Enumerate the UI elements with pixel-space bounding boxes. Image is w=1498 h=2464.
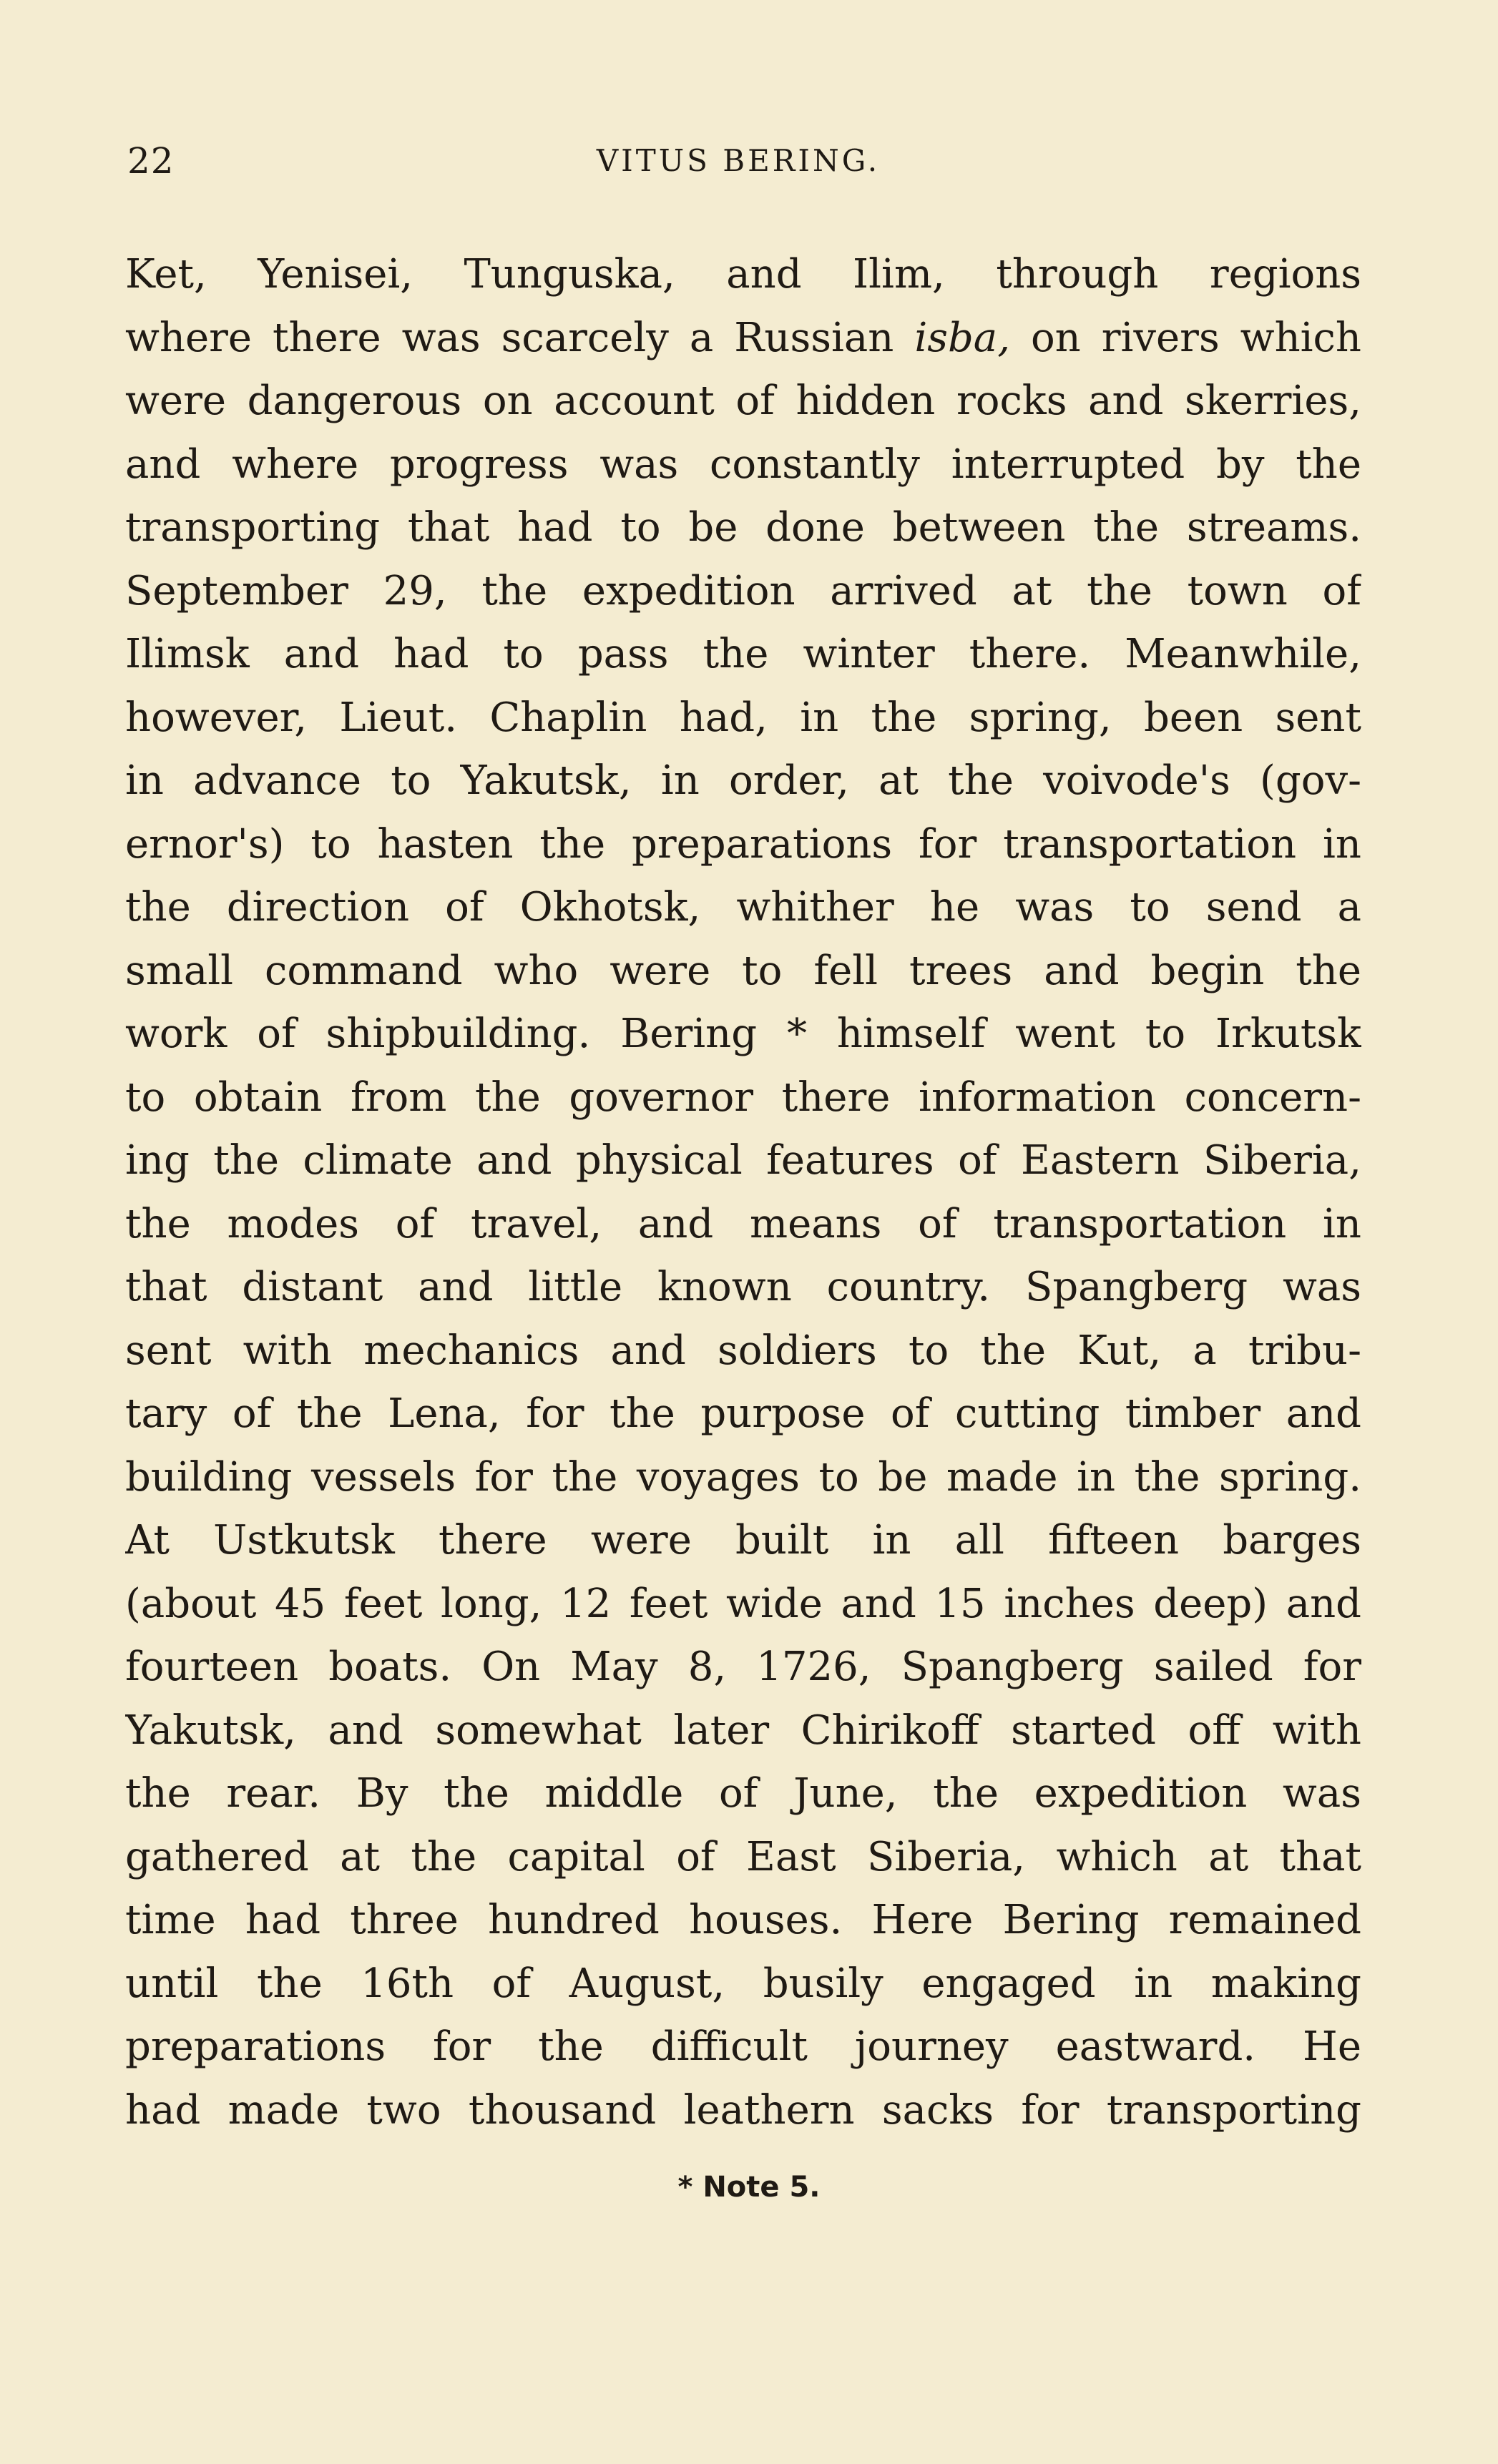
- text-line: ing the climate and physical features of Eastern Siberia,: [125, 1137, 1361, 1184]
- text-line: fourteen boats. On May 8, 1726, Spangberg sailed for: [125, 1644, 1361, 1690]
- text-line: were dangerous on account of hidden rocks and skerries,: [125, 378, 1361, 424]
- text-line: and where progress was constantly interrupted by the: [125, 441, 1361, 488]
- text-line: however, Lieut. Chaplin had, in the spring, been sent: [125, 694, 1361, 741]
- text-line: Yakutsk, and somewhat later Chirikoff started off with: [125, 1707, 1361, 1754]
- text-segment: on rivers which: [1030, 314, 1361, 361]
- text-line: building vessels for the voyages to be made in the spring.: [125, 1453, 1361, 1501]
- text-line: had made two thousand leathern sacks for transporting: [125, 2086, 1361, 2134]
- text-line: (about 45 feet long, 12 feet wide and 15 inches deep) and: [125, 1580, 1361, 1627]
- text-line: Ilimsk and had to pass the winter there. Meanwhile,: [125, 631, 1361, 677]
- text-line: time had three hundred houses. Here Bering remained: [125, 1897, 1361, 1943]
- text-line: the rear. By the middle of June, the expedition was: [125, 1770, 1361, 1817]
- text-line: the modes of travel, and means of transportation in: [125, 1200, 1361, 1247]
- text-line: Ket, Yenisei, Tunguska, and Ilim, through regions: [125, 251, 1361, 298]
- text-line: work of shipbuilding. Bering * himself went to Irkutsk: [125, 1011, 1361, 1057]
- text-line: to obtain from the governor there information concern-: [125, 1074, 1361, 1121]
- page-header: [127, 140, 1349, 190]
- page-number: 22: [127, 140, 175, 182]
- running-head: VITUS BERING.: [596, 143, 881, 178]
- text-line: [125, 307, 1361, 370]
- text-line: tary of the Lena, for the purpose of cutting timber and: [125, 1390, 1361, 1437]
- body-text: [125, 243, 1361, 2142]
- text-line: small command who were to fell trees and begin the: [125, 947, 1361, 994]
- text-line: September 29, the expedition arrived at the town of: [125, 567, 1361, 614]
- text-line: sent with mechanics and soldiers to the Kut, a tribu-: [125, 1327, 1361, 1374]
- italic-word: isba,: [914, 314, 1010, 361]
- text-line: in advance to Yakutsk, in order, at the voivode's (gov-: [125, 757, 1361, 804]
- text-line: that distant and little known country. Spangberg was: [125, 1264, 1361, 1310]
- footnote: * Note 5.: [677, 2171, 821, 2204]
- text-line: transporting that had to be done between the streams.: [125, 504, 1361, 551]
- text-line: gathered at the capital of East Siberia, which at that: [125, 1833, 1361, 1880]
- text-line: At Ustkutsk there were built in all fifteen barges: [125, 1517, 1361, 1564]
- text-line: preparations for the difficult journey eastward. He: [125, 2023, 1361, 2070]
- text-line: until the 16th of August, busily engaged in making: [125, 1960, 1361, 2007]
- text-segment: where there was scarcely a Russian: [125, 314, 894, 361]
- text-line: ernor's) to hasten the preparations for transportation in: [125, 820, 1361, 868]
- text-line: the direction of Okhotsk, whither he was to send a: [125, 884, 1361, 931]
